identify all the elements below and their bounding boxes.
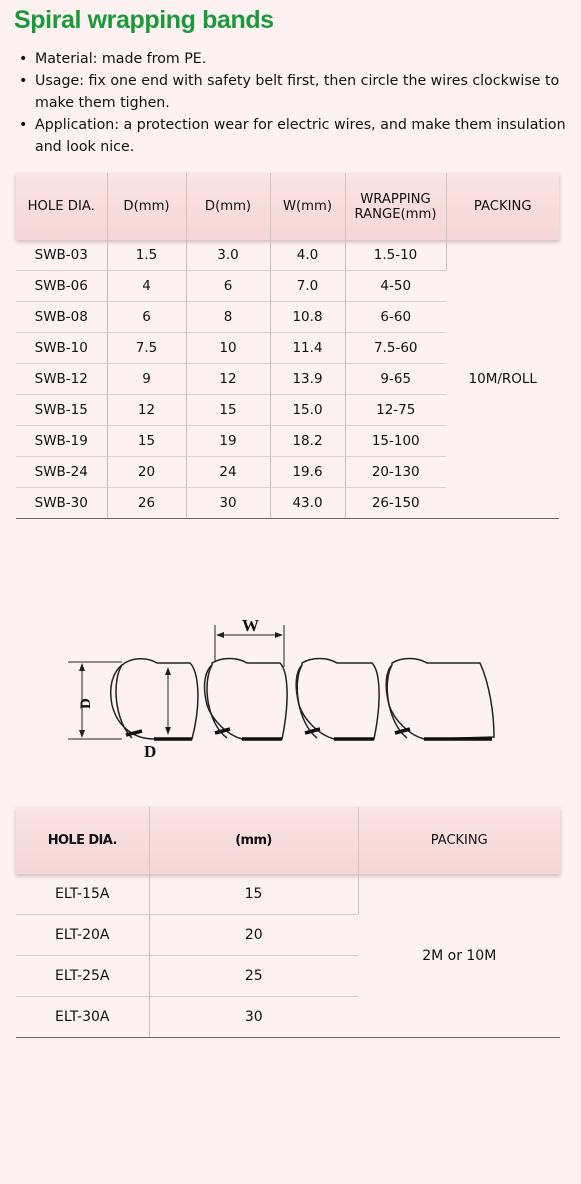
- table-cell: 10.8: [270, 302, 345, 333]
- table-cell: 15: [107, 426, 186, 457]
- table-cell: 6: [107, 302, 186, 333]
- spiral-band-diagram: [62, 605, 502, 765]
- table-cell: 7.5: [107, 333, 186, 364]
- page-title: Spiral wrapping bands: [14, 6, 274, 34]
- table-cell: 11.4: [270, 333, 345, 364]
- table-cell: SWB-15: [16, 395, 107, 426]
- bullet-application: • Application: a protection wear for electric wires, and make them insulation and look nice.: [19, 117, 566, 155]
- label-w: W: [242, 616, 259, 635]
- table-cell: 20-130: [345, 457, 446, 488]
- bullet-usage: • Usage: fix one end with safety belt first, then circle the wires clockwise to make them tighen.: [19, 73, 560, 111]
- table-cell: 26: [107, 488, 186, 519]
- table-cell: 19: [186, 426, 270, 457]
- packing-cell: 10M/ROLL: [446, 240, 559, 519]
- table-cell: SWB-10: [16, 333, 107, 364]
- table-row: [16, 240, 559, 271]
- bullet-material: • Material: made from PE.: [19, 51, 207, 67]
- col-header: HOLE DIA.: [16, 173, 107, 240]
- table-cell: 24: [186, 457, 270, 488]
- table-cell: 4-50: [345, 271, 446, 302]
- table-row: [16, 874, 560, 915]
- table-cell: 15.0: [270, 395, 345, 426]
- table-cell: 4.0: [270, 240, 345, 271]
- label-d-upper: D: [78, 698, 94, 709]
- table-cell: 13.9: [270, 364, 345, 395]
- table-cell: SWB-06: [16, 271, 107, 302]
- table-cell: 1.5: [107, 240, 186, 271]
- col-header: PACKING: [473, 199, 532, 214]
- table-cell: 6: [186, 271, 270, 302]
- table-cell: 20: [149, 915, 358, 956]
- label-d-lower: D: [144, 742, 157, 761]
- table-cell: 1.5-10: [345, 240, 446, 271]
- table-cell: 4: [107, 271, 186, 302]
- spec-table-elt: [16, 807, 560, 1038]
- table-cell: 15: [149, 874, 358, 915]
- table-cell: ELT-20A: [16, 915, 149, 956]
- table-cell: 12: [107, 395, 186, 426]
- feature-list: [18, 48, 573, 158]
- table-cell: ELT-15A: [16, 874, 149, 915]
- col-header: D(mm): [107, 173, 186, 240]
- col-header: HOLE DIA.: [16, 807, 149, 874]
- table-cell: SWB-03: [16, 240, 107, 271]
- table-cell: SWB-30: [16, 488, 107, 519]
- table-cell: 19.6: [270, 457, 345, 488]
- table-cell: 7.0: [270, 271, 345, 302]
- table-cell: 12: [186, 364, 270, 395]
- table-cell: ELT-30A: [16, 997, 149, 1038]
- table-cell: 43.0: [270, 488, 345, 519]
- table-cell: 26-150: [345, 488, 446, 519]
- table-cell: 15: [186, 395, 270, 426]
- table-cell: 9: [107, 364, 186, 395]
- table-cell: 3.0: [186, 240, 270, 271]
- spec-table-swb: [16, 173, 559, 519]
- col-header: W(mm): [270, 173, 345, 240]
- col-header: D(mm): [186, 173, 270, 240]
- table-cell: 20: [107, 457, 186, 488]
- table-cell: SWB-08: [16, 302, 107, 333]
- table-header: [16, 807, 560, 874]
- table-cell: 9-65: [345, 364, 446, 395]
- table-cell: 6-60: [345, 302, 446, 333]
- packing-cell: 2M or 10M: [358, 874, 560, 1038]
- table-cell: SWB-24: [16, 457, 107, 488]
- table-header: [16, 173, 559, 240]
- col-header: PACKING: [430, 833, 488, 848]
- table-cell: SWB-19: [16, 426, 107, 457]
- col-header: (mm): [149, 807, 358, 874]
- table-cell: 8: [186, 302, 270, 333]
- table-cell: 30: [186, 488, 270, 519]
- table-cell: 10: [186, 333, 270, 364]
- table-cell: 7.5-60: [345, 333, 446, 364]
- table-cell: 15-100: [345, 426, 446, 457]
- table-cell: 30: [149, 997, 358, 1038]
- table-cell: ELT-25A: [16, 956, 149, 997]
- table-cell: 12-75: [345, 395, 446, 426]
- table-cell: 25: [149, 956, 358, 997]
- col-header: WRAPPING RANGE(mm): [345, 173, 446, 240]
- table-cell: 18.2: [270, 426, 345, 457]
- table-cell: SWB-12: [16, 364, 107, 395]
